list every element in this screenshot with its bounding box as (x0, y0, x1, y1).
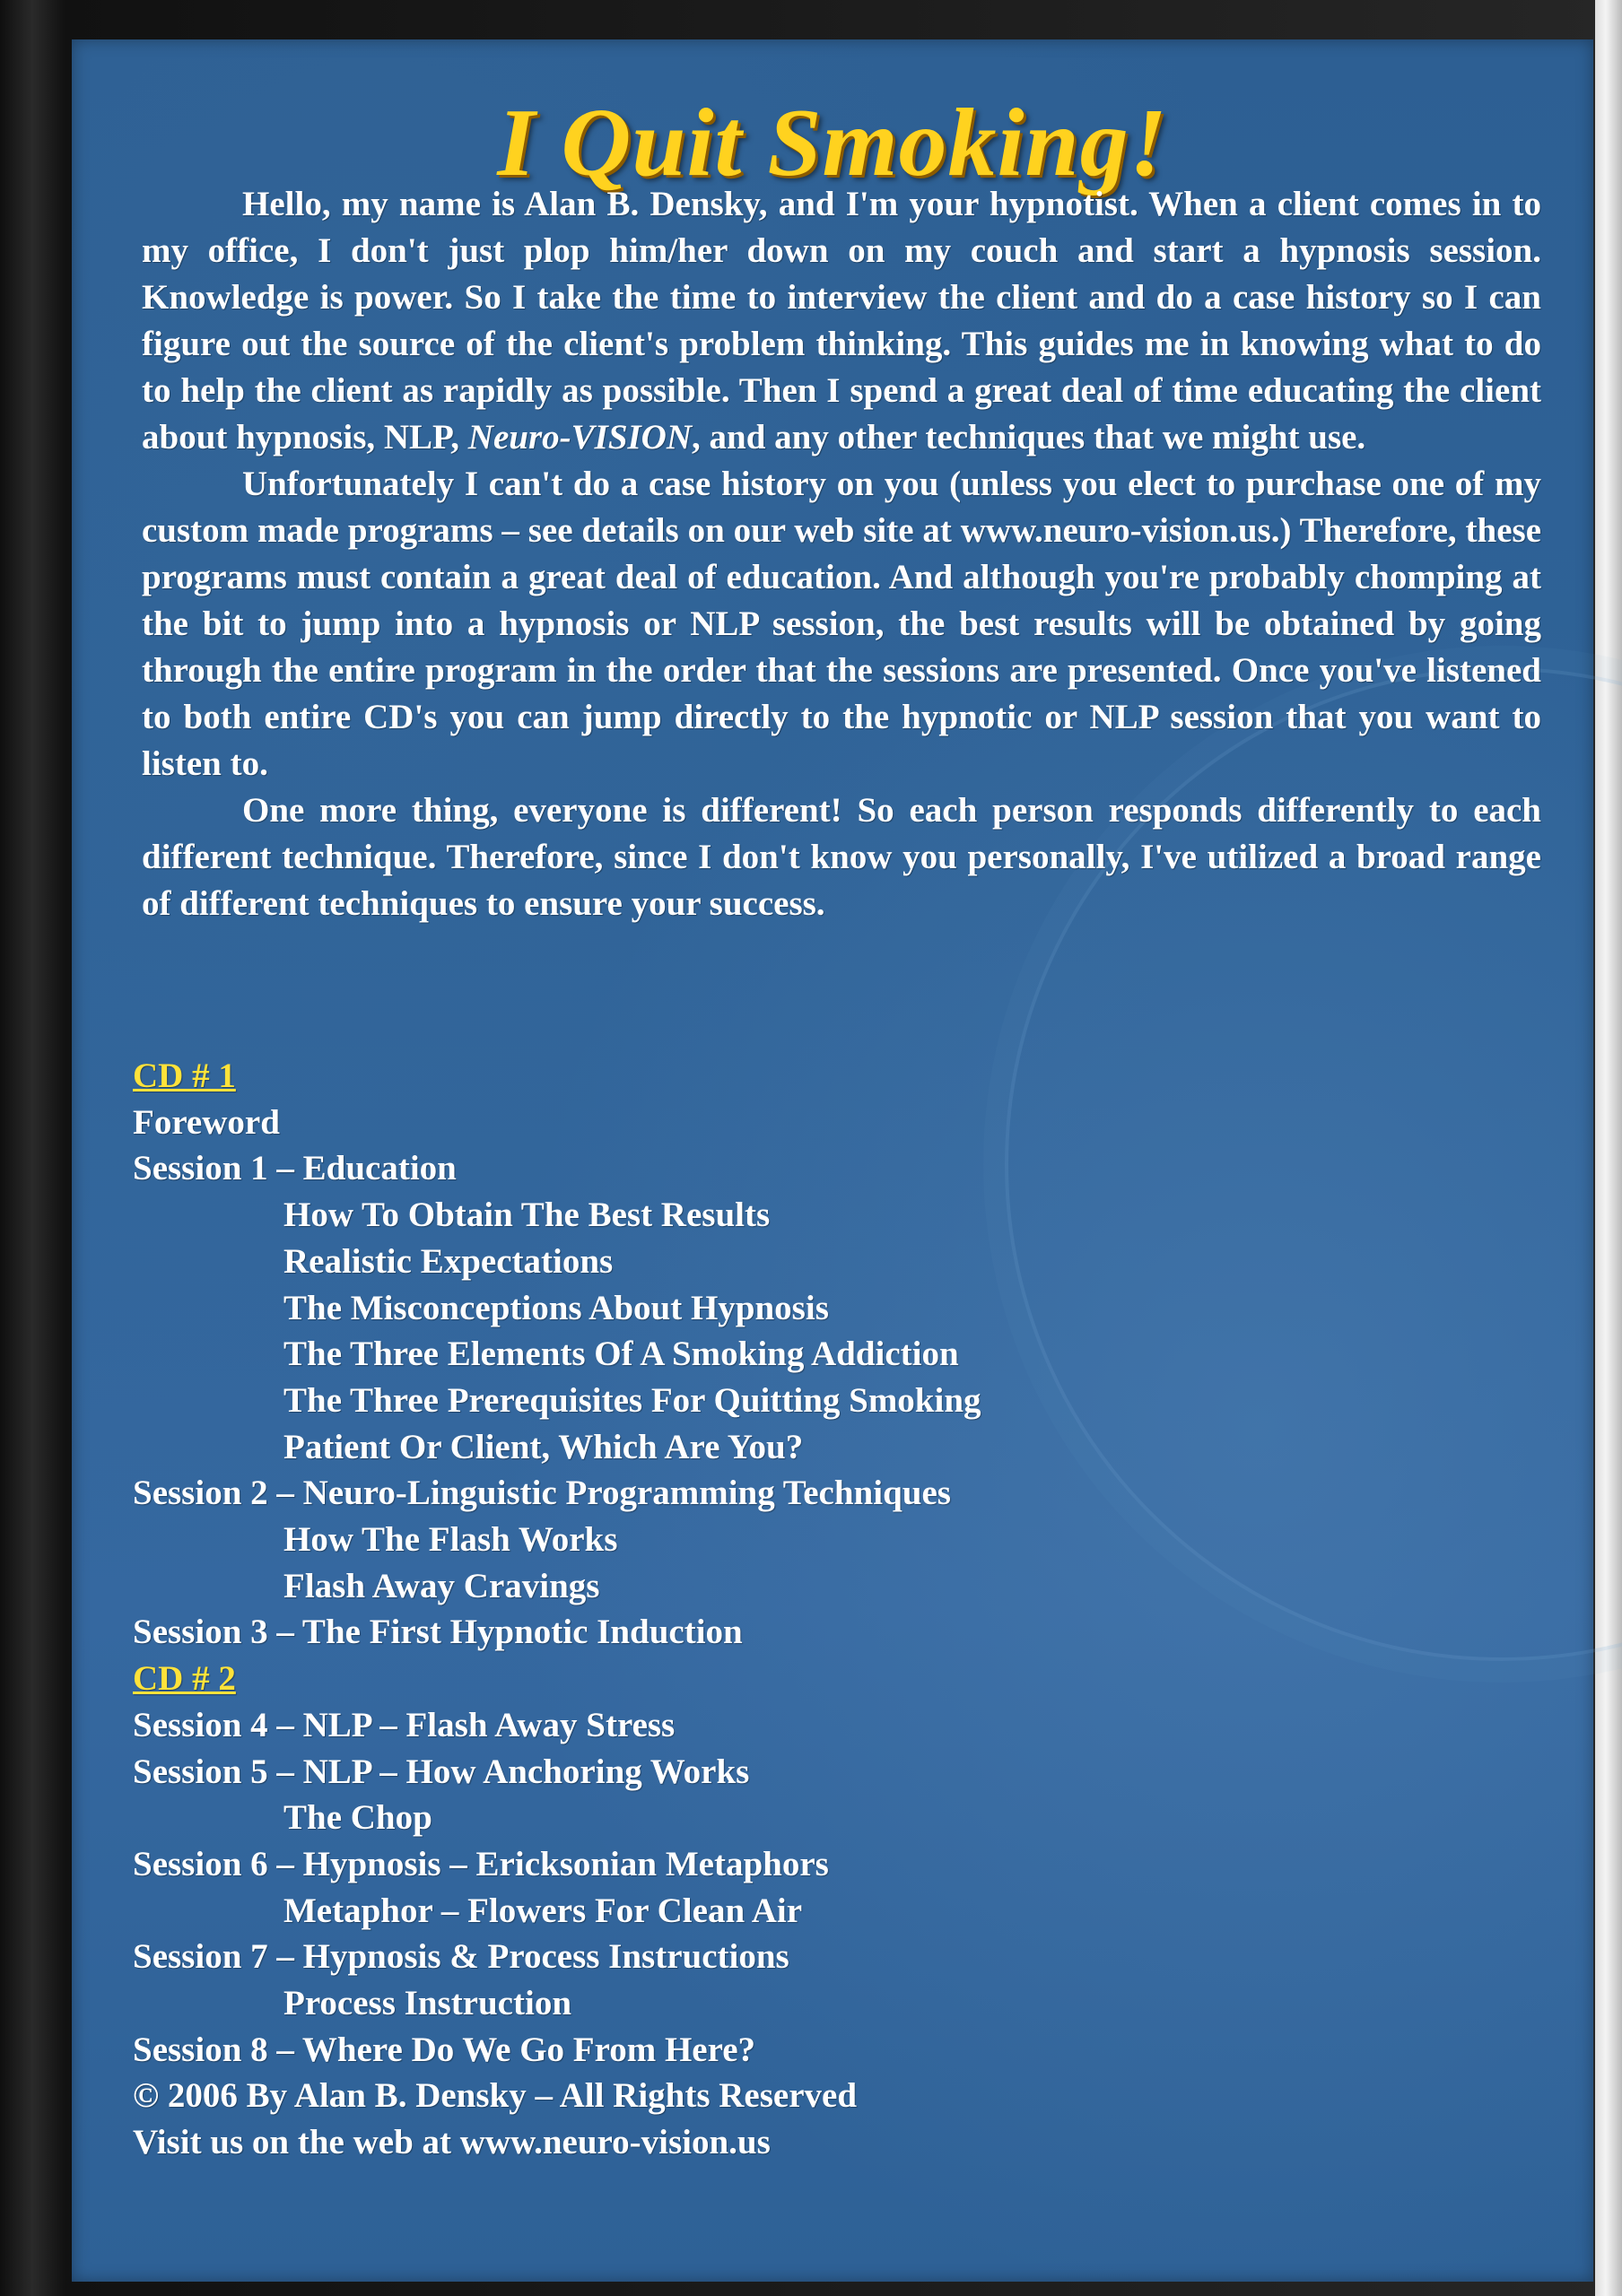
intro-paragraph-1-tail: , and any other techniques that we might use. (692, 418, 1366, 457)
website-line: Visit us on the web at www.neuro-vision.us (133, 2123, 771, 2162)
track-subitem: The Three Elements Of A Smoking Addiction (283, 1335, 959, 1374)
track-subitem: Flash Away Cravings (283, 1566, 600, 1605)
track-item: Session 1 – Education (133, 1149, 457, 1188)
page-title: I Quit Smoking! (497, 90, 1168, 196)
track-subitem: The Misconceptions About Hypnosis (283, 1288, 829, 1327)
intro-paragraph-1 (142, 181, 1541, 461)
intro-text (142, 181, 1541, 927)
track-subitem: Metaphor – Flowers For Clean Air (283, 1891, 803, 1930)
track-item: Session 4 – NLP – Flash Away Stress (133, 1705, 676, 1744)
intro-paragraph-3: One more thing, everyone is different! So each person responds differently to each different technique. Therefore, since I don't know you personally, I've utilized a broad range of different techniques to ensure your success. (142, 791, 1541, 923)
cd2-heading: CD # 2 (133, 1659, 236, 1699)
track-list (133, 1053, 1478, 2166)
cd1-heading: CD # 1 (133, 1057, 236, 1095)
track-item: Session 5 – NLP – How Anchoring Works (133, 1752, 750, 1791)
back-cover-insert (72, 39, 1593, 2282)
track-item: Session 6 – Hypnosis – Ericksonian Metaphors (133, 1844, 829, 1883)
track-subitem: Realistic Expectations (283, 1241, 614, 1281)
track-item: Session 2 – Neuro-Linguistic Programming Techniques (133, 1474, 951, 1513)
track-subitem: Process Instruction (283, 1984, 572, 2023)
track-item: Session 8 – Where Do We Go From Here? (133, 2030, 756, 2069)
track-subitem: How To Obtain The Best Results (283, 1196, 771, 1235)
track-subitem: The Chop (283, 1798, 432, 1838)
neuro-vision-term: Neuro-VISION (467, 418, 693, 457)
track-item: Foreword (133, 1102, 280, 1142)
copyright-line: © 2006 By Alan B. Densky – All Rights Reserved (133, 2076, 858, 2116)
track-item: Session 3 – The First Hypnotic Induction (133, 1613, 743, 1652)
track-subitem: The Three Prerequisites For Quitting Smoking (283, 1380, 981, 1420)
track-subitem: How The Flash Works (283, 1520, 618, 1560)
cd1-items (133, 1100, 1478, 1656)
track-item: Session 7 – Hypnosis & Process Instructions (133, 1937, 789, 1977)
intro-paragraph-1-text: Hello, my name is Alan B. Densky, and I'm your hypnotist. When a client comes in to my office, I don't just plop him/her down on my couch and start a hypnosis session. Knowledge is power. So I take the time to interview the client and do a case history so I can figure out the source of the client's problem thinking. This guides me in knowing what to do to help the client as rapidly as possible. Then I spend a great deal of time educating the client about hypnosis, NLP, (142, 185, 1541, 457)
cd2-items (133, 1702, 1478, 2074)
track-subitem: Patient Or Client, Which Are You? (283, 1427, 804, 1466)
intro-paragraph-2: Unfortunately I can't do a case history on you (unless you elect to purchase one of my custom made programs – see details on our web site at www.neuro-vision.us.) Therefore, these programs must contain a great deal of education. And although you're probably chomping at the bit to jump into a hypnosis or NLP session, the best results will be obtained by going through the entire program in the order that the sessions are presented. Once you've listened to both entire CD's you can jump directly to the hypnotic or NLP session that you want to listen to. (142, 465, 1541, 783)
